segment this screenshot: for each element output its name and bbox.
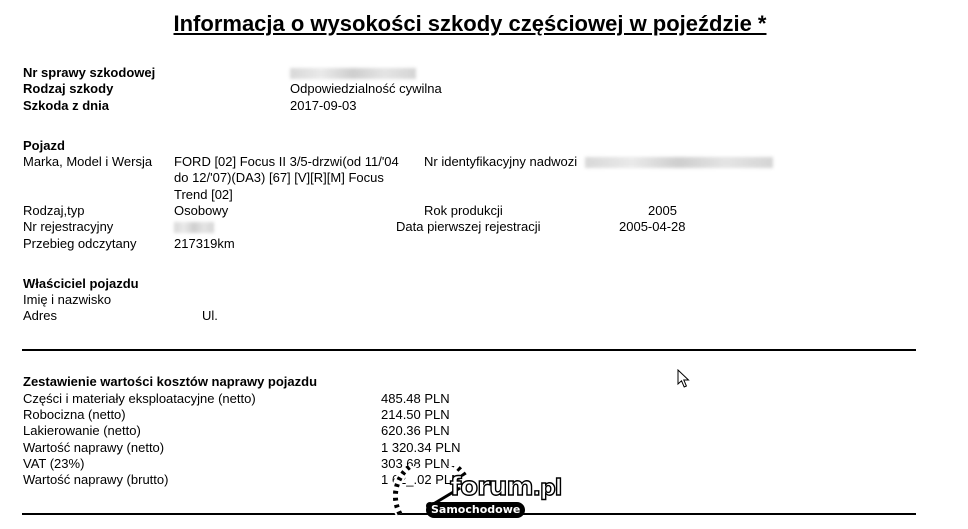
cost-label: Lakierowanie (netto) — [23, 423, 141, 438]
vin-label: Nr identyfikacyjny nadwozi — [424, 154, 578, 169]
first-reg-value: 2005-04-28 — [619, 219, 686, 234]
cost-value: 485.48 PLN — [381, 391, 450, 406]
make-line-2: do 12/'07)(DA3) [67] [V][R][M] Focus — [174, 170, 384, 185]
cost-value: 620.36 PLN — [381, 423, 450, 438]
cost-label: VAT (23%) — [23, 456, 85, 471]
damage-date-value: 2017-09-03 — [290, 98, 357, 113]
watermark-sub: Samochodowe — [426, 502, 525, 518]
case-number-label: Nr sprawy szkodowej — [23, 65, 156, 80]
type-value: Osobowy — [174, 203, 229, 218]
owner-heading: Właściciel pojazdu — [23, 276, 139, 291]
damage-type-label: Rodzaj szkody — [23, 81, 114, 96]
owner-address-label: Adres — [23, 308, 57, 323]
reg-label: Nr rejestracyjny — [23, 219, 114, 234]
owner-address-value: Ul. — [202, 308, 218, 323]
damage-type-value: Odpowiedzialność cywilna — [290, 81, 442, 96]
watermark-brand: forum.pl — [450, 472, 562, 502]
mileage-label: Przebieg odczytany — [23, 236, 137, 251]
reg-redacted — [174, 219, 214, 235]
cost-value: 303.68 PLN — [381, 456, 450, 471]
cost-value: 214.50 PLN — [381, 407, 450, 422]
costs-heading: Zestawienie wartości kosztów naprawy pojazdu — [23, 374, 318, 389]
cost-label: Części i materiały eksploatacyjne (netto) — [23, 391, 256, 406]
mouse-cursor-icon — [677, 369, 691, 389]
make-label: Marka, Model i Wersja — [23, 154, 153, 169]
damage-date-label: Szkoda z dnia — [23, 98, 109, 113]
first-reg-label: Data pierwszej rejestracji — [396, 219, 541, 234]
cost-value: 1 320.34 PLN — [381, 440, 461, 455]
type-label: Rodzaj,typ — [23, 203, 85, 218]
vehicle-heading: Pojazd — [23, 138, 65, 153]
cost-value: 1 62_.02 PLN — [381, 472, 461, 487]
year-label: Rok produkcji — [424, 203, 503, 218]
case-number-redacted — [290, 65, 416, 81]
document-title: Informacja o wysokości szkody częściowej w pojeździe * — [173, 11, 767, 36]
owner-name-label: Imię i nazwisko — [23, 292, 112, 307]
cost-label: Wartość naprawy (netto) — [23, 440, 165, 455]
vin-redacted — [585, 154, 773, 170]
make-line-1: FORD [02] Focus II 3/5-drzwi(od 11/'04 — [174, 154, 399, 169]
make-line-3: Trend [02] — [174, 187, 233, 202]
section-divider-top — [22, 349, 916, 351]
cost-label: Robocizna (netto) — [23, 407, 126, 422]
year-value: 2005 — [648, 203, 677, 218]
mileage-value: 217319km — [174, 236, 235, 251]
forum-samochodowe-watermark — [390, 466, 590, 522]
cost-label: Wartość naprawy (brutto) — [23, 472, 169, 487]
